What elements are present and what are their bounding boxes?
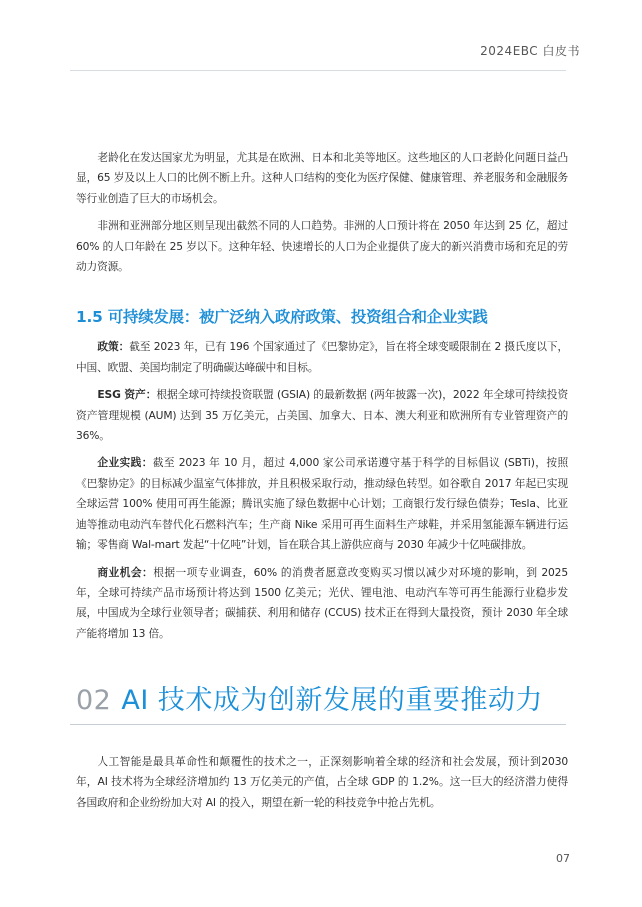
chapter-content bbox=[76, 752, 568, 813]
paragraph-corporate bbox=[76, 453, 568, 555]
chapter-divider bbox=[70, 724, 566, 725]
paragraph-aging: 老龄化在发达国家尤为明显，尤其是在欧洲、日本和北美等地区。这些地区的人口老龄化问题日益凸显，65 岁及以上人口的比例不断上升。这种人口结构的变化为医疗保健、健康管理、养老服务和金融服务等行业创造了巨大的市场机会。 bbox=[76, 151, 568, 205]
text-business: 根据一项专业调查，60% 的消费者愿意改变购买习惯以减少对环境的影响，到 2025 年，全球可持续产品市场预计将达到 1500 亿美元；光伏、锂电池、电动汽车等可再生能源行业稳步发展，中国成为全球行业领导者；碳捕获、利用和储存 (CCUS) 技术正在得到大量投资，预计 2030 年全球产能将增加 13 倍。 bbox=[76, 565, 568, 640]
term-corporate: 企业实践： bbox=[97, 456, 153, 470]
paragraph-ai: 人工智能是最具革命性和颠覆性的技术之一，正深刻影响着全球的经济和社会发展，预计到2030 年，AI 技术将为全球经济增加约 13 万亿美元的产值，占全球 GDP 的 1.2%。这一巨大的经济潜力使得各国政府和企业纷纷加大对 AI 的投入，期望在新一轮的科技竞争中抢占先机。 bbox=[76, 755, 568, 809]
chapter-heading bbox=[76, 678, 543, 717]
paragraph-business bbox=[76, 563, 568, 645]
chapter-title-text: AI 技术成为创新发展的重要推动力 bbox=[121, 685, 543, 716]
page-number: 07 bbox=[556, 852, 570, 865]
section-heading: 1.5 可持续发展：被广泛纳入政府政策、投资组合和企业实践 bbox=[76, 308, 488, 327]
paragraph-policy bbox=[76, 337, 568, 378]
text-policy: 截至 2023 年，已有 196 个国家通过了《巴黎协定》，旨在将全球变暖限制在 2 摄氏度以下，中国、欧盟、美国均制定了明确碳达峰碳中和目标。 bbox=[76, 340, 568, 374]
running-header: 2024EBC 白皮书 bbox=[480, 44, 580, 58]
text-esg: 根据全球可持续投资联盟 (GSIA) 的最新数据 (两年披露一次)，2022 年全球可持续投资资产管理规模 (AUM) 达到 35 万亿美元，占美国、加拿大、日本、澳大利亚和欧洲所有专业管理资产的 36%。 bbox=[76, 388, 568, 443]
term-esg: ESG 资产： bbox=[97, 388, 157, 402]
paragraph-esg bbox=[76, 385, 568, 446]
chapter-number: 02 bbox=[76, 685, 112, 716]
header-divider bbox=[70, 70, 566, 71]
term-business: 商业机会： bbox=[97, 565, 154, 579]
term-policy: 政策： bbox=[97, 340, 130, 354]
text-corporate: 截至 2023 年 10 月，超过 4,000 家公司承诺遵守基于科学的目标倡议 (SBTi)，按照《巴黎协定》的目标减少温室气体排放，并且积极采取行动，推动绿色转型。如谷歌自 2017 年起已实现全球运营 100% 使用可再生能源；腾讯实施了绿色数据中心计划；工商银行发行绿色债券；Tesla、比亚迪等推动电动汽车替代化石燃料汽车；生产商 Nike 采用可再生面料生产球鞋，并采用氢能源车辆进行运输；零售商 Wal-mart 发起“十亿吨”计划，旨在联合其上游供应商与 2030 年减少十亿吨碳排放。 bbox=[76, 456, 568, 552]
main-content bbox=[76, 148, 568, 644]
paragraph-africa-asia: 非洲和亚洲部分地区则呈现出截然不同的人口趋势。非洲的人口预计将在 2050 年达到 25 亿，超过 60% 的人口年龄在 25 岁以下。这种年轻、快速增长的人口为企业提供了庞大的新兴消费市场和充足的劳动力资源。 bbox=[76, 219, 568, 274]
